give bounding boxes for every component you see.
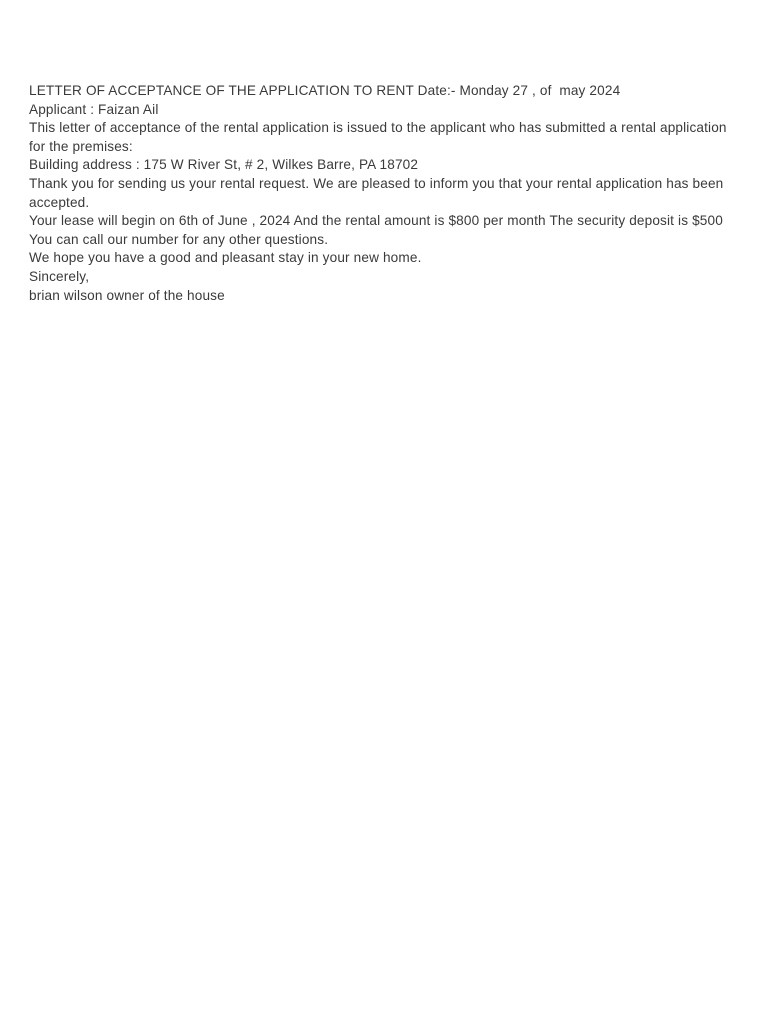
signature-line: brian wilson owner of the house [29,287,225,303]
applicant-name: Applicant : Faizan Ail [29,101,159,117]
intro-paragraph: This letter of acceptance of the rental application is issued to the applicant who has submitted a rental application for the premises: [29,120,731,154]
letter-heading-date: LETTER OF ACCEPTANCE OF THE APPLICATION TO RENT Date:- Monday 27 , of may 2024 [29,83,621,98]
wishes-line: We hope you have a good and pleasant stay in your new home. [29,250,422,266]
contact-line: You can call our number for any other questions. [29,231,329,247]
lease-terms-paragraph: Your lease will begin on 6th of June , 2024 And the rental amount is $800 per month The security deposit is $500 [29,213,723,229]
closing-line: Sincerely, [29,268,90,284]
acceptance-paragraph: Thank you for sending us your rental request. We are pleased to inform you that your rental application has been accepted. [29,175,728,210]
building-address: Building address : 175 W River St, # 2, Wilkes Barre, PA 18702 [29,157,419,173]
letter-body [29,82,744,305]
